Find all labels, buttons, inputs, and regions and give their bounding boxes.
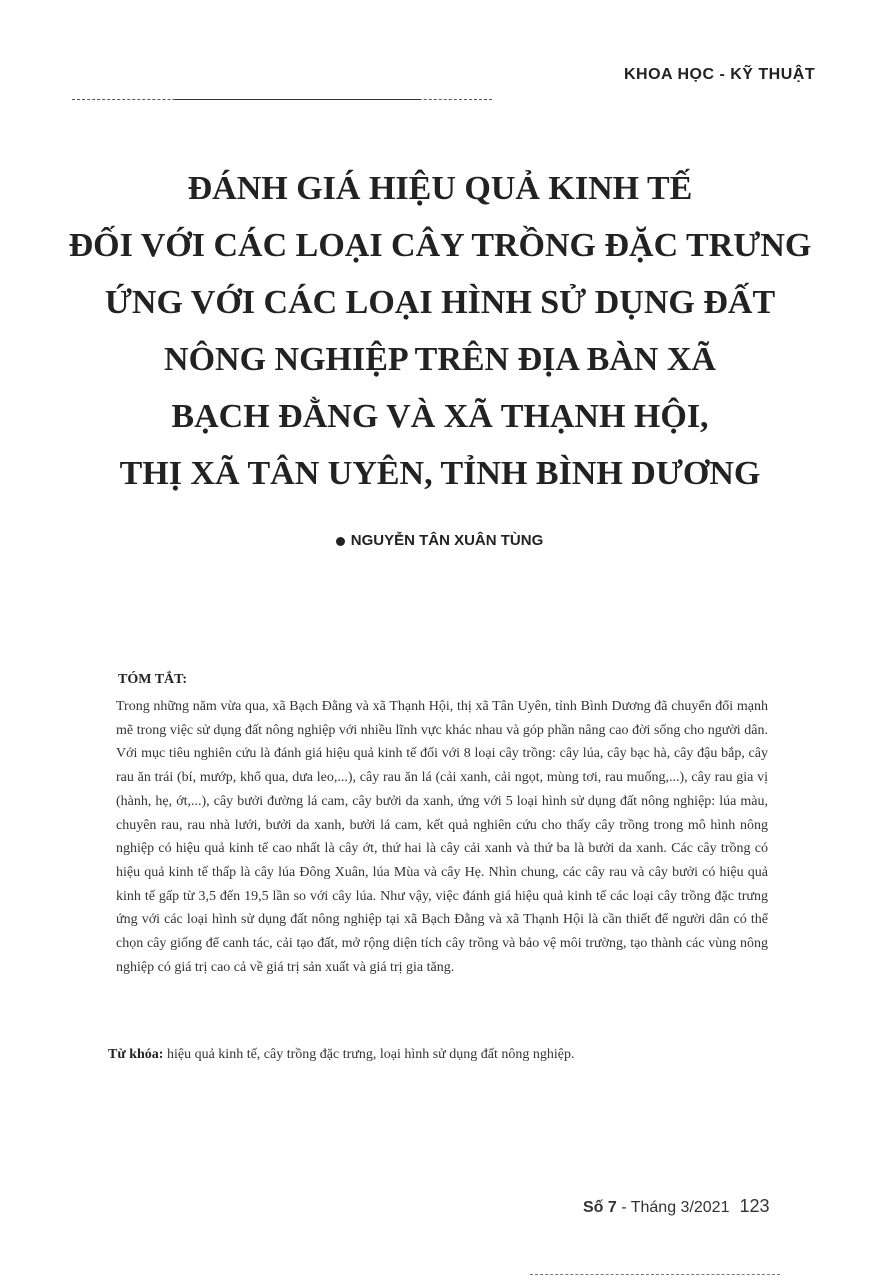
title-line: ĐÁNH GIÁ HIỆU QUẢ KINH TẾ <box>187 170 693 207</box>
title-line: THỊ XÃ TÂN UYÊN, TỈNH BÌNH DƯƠNG <box>119 455 761 492</box>
title-line: NÔNG NGHIỆP TRÊN ĐỊA BÀN XÃ <box>164 341 716 378</box>
footer-dashed-rule <box>530 1274 780 1275</box>
keywords-label: Từ khóa: <box>108 1047 164 1062</box>
author-name: NGUYỄN TÂN XUÂN TÙNG <box>350 532 544 549</box>
header-solid-rule <box>175 99 420 100</box>
article-title <box>60 160 820 502</box>
author-line <box>0 532 879 549</box>
section-label: KHOA HỌC - KỸ THUẬT <box>624 66 816 83</box>
abstract-text: Trong những năm vừa qua, xã Bạch Đằng và xã Thạnh Hội, thị xã Tân Uyên, tỉnh Bình Dương đã chuyển đổi mạnh mẽ trong việc sử dụng đất nông nghiệp với nhiều lĩnh vực khác nhau và góp phần nâng cao đời sống cho người dân. Với mục tiêu nghiên cứu là đánh giá hiệu quả kinh tế đối với 8 loại cây trồng: cây lúa, cây bạc hà, cây đậu bắp, cây rau ăn trái (bí, mướp, khổ qua, dưa leo,...), cây rau ăn lá (cải xanh, cải ngọt, mùng tơi, rau muống,...), cây rau gia vị (hành, hẹ, ớt,...), cây bưởi đường lá cam, cây bưởi da xanh, ứng với 5 loại hình sử dụng đất nông nghiệp: lúa màu, chuyên rau, rau nhà lưới, bưởi da xanh, bưởi lá cam, kết quả nghiên cứu cho thấy cây trồng trong mô hình nông nghiệp có hiệu quả kinh tế cao nhất là cây ớt, thứ hai là cây cải xanh và thứ ba là bưởi da xanh. Các cây trồng có hiệu quả kinh tế thấp là cây lúa Đông Xuân, lúa Mùa và cây Hẹ. Nhìn chung, các cây rau và cây bưởi có hiệu quả kinh tế gấp từ 3,5 đến 19,5 lần so với cây lúa. Như vậy, việc đánh giá hiệu quả kinh tế các loại cây trồng đặc trưng ứng với các loại hình sử dụng đất nông nghiệp tại xã Bạch Đằng và xã Thạnh Hội là cần thiết để người dân có thể chọn cây giống để canh tác, cải tạo đất, mở rộng diện tích cây trồng và bảo vệ môi trường, tạo thành các vùng nông nghiệp có giá trị cao cả về giá trị sản xuất và giá trị gia tăng. <box>116 699 768 975</box>
bullet-icon <box>336 537 345 546</box>
abstract-heading: TÓM TẮT: <box>118 672 188 687</box>
title-line: ĐỐI VỚI CÁC LOẠI CÂY TRỒNG ĐẶC TRƯNG <box>68 227 812 264</box>
title-line: BẠCH ĐẰNG VÀ XÃ THẠNH HỘI, <box>171 398 709 435</box>
issue-info <box>583 1196 770 1217</box>
keywords <box>108 1044 768 1066</box>
page-number: 123 <box>739 1196 770 1216</box>
issue-month: - Tháng 3/2021 <box>616 1199 730 1216</box>
title-line: ỨNG VỚI CÁC LOẠI HÌNH SỬ DỤNG ĐẤT <box>104 284 776 321</box>
issue-number: Số 7 <box>583 1199 617 1216</box>
keywords-text: hiệu quả kinh tế, cây trồng đặc trưng, loại hình sử dụng đất nông nghiệp. <box>163 1047 575 1062</box>
